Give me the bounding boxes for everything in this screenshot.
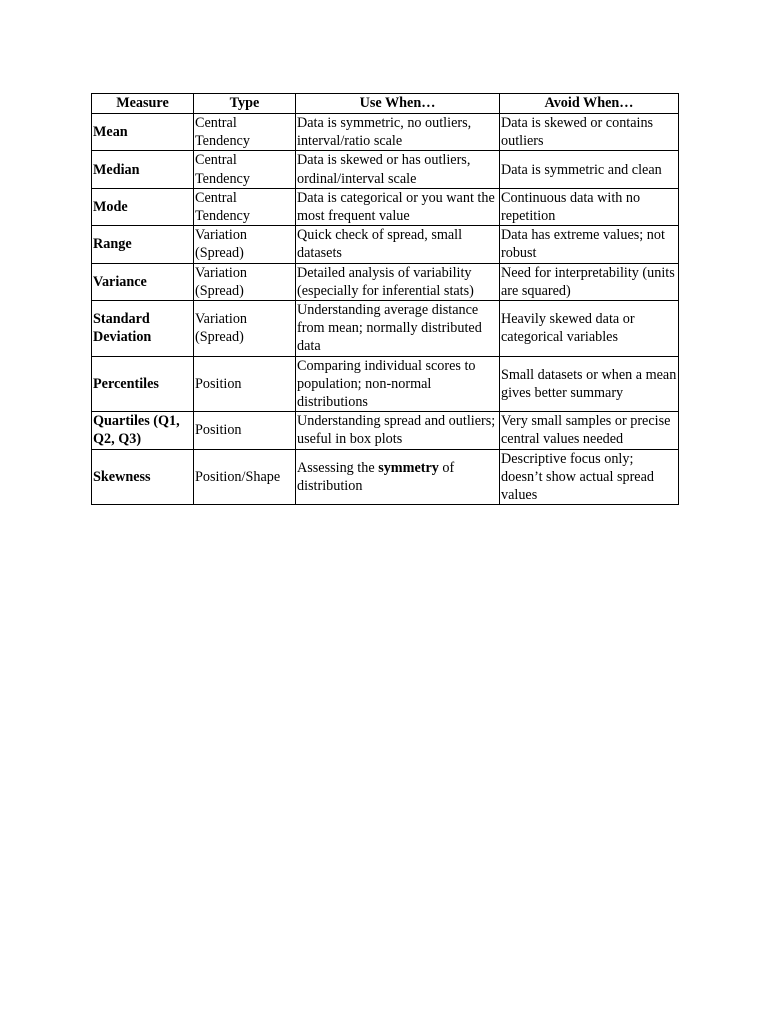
avoid-when-cell: Data has extreme values; not robust (500, 226, 679, 263)
avoid-when-cell: Heavily skewed data or categorical variables (500, 301, 679, 357)
measure-cell: Mode (92, 188, 194, 225)
use-when-cell: Quick check of spread, small datasets (296, 226, 500, 263)
table-header-row (92, 94, 679, 114)
type-cell: Variation (Spread) (194, 263, 296, 300)
use-when-text: Assessing the (297, 459, 379, 476)
table-row (92, 151, 679, 188)
table-row (92, 188, 679, 225)
use-when-cell: Comparing individual scores to population; non-normal distributions (296, 356, 500, 412)
use-when-cell: Data is symmetric, no outliers, interval/ratio scale (296, 114, 500, 151)
use-when-text: of distribution (297, 459, 455, 494)
avoid-when-cell: Very small samples or precise central values needed (500, 412, 679, 449)
table-row (92, 226, 679, 263)
measure-cell: Range (92, 226, 194, 263)
header-measure: Measure (92, 94, 194, 114)
use-when-cell: Detailed analysis of variability (especially for inferential stats) (296, 263, 500, 300)
header-type: Type (194, 94, 296, 114)
type-cell: Central Tendency (194, 151, 296, 188)
measure-cell: Percentiles (92, 356, 194, 412)
table-row (92, 449, 679, 505)
use-when-cell: Understanding spread and outliers; useful in box plots (296, 412, 500, 449)
type-cell: Central Tendency (194, 188, 296, 225)
type-cell: Position (194, 412, 296, 449)
avoid-when-cell: Data is symmetric and clean (500, 151, 679, 188)
type-cell: Variation (Spread) (194, 226, 296, 263)
statistics-measures-table (91, 93, 679, 505)
measure-cell: Skewness (92, 449, 194, 505)
measure-cell: Quartiles (Q1, Q2, Q3) (92, 412, 194, 449)
use-when-emphasis: symmetry (378, 459, 439, 476)
type-cell: Position/Shape (194, 449, 296, 505)
avoid-when-cell: Descriptive focus only; doesn’t show actual spread values (500, 449, 679, 505)
type-cell: Central Tendency (194, 114, 296, 151)
use-when-cell: Data is categorical or you want the most frequent value (296, 188, 500, 225)
use-when-cell (296, 449, 500, 505)
avoid-when-cell: Need for interpretability (units are squared) (500, 263, 679, 300)
table-row (92, 114, 679, 151)
type-cell: Position (194, 356, 296, 412)
header-avoid-when: Avoid When… (500, 94, 679, 114)
avoid-when-cell: Small datasets or when a mean gives better summary (500, 356, 679, 412)
use-when-cell: Understanding average distance from mean; normally distributed data (296, 301, 500, 357)
table-row (92, 301, 679, 357)
table-row (92, 356, 679, 412)
measure-cell: Mean (92, 114, 194, 151)
measure-cell: Variance (92, 263, 194, 300)
header-use-when: Use When… (296, 94, 500, 114)
avoid-when-cell: Continuous data with no repetition (500, 188, 679, 225)
use-when-cell: Data is skewed or has outliers, ordinal/interval scale (296, 151, 500, 188)
table-row (92, 412, 679, 449)
table-row (92, 263, 679, 300)
measure-cell: Standard Deviation (92, 301, 194, 357)
avoid-when-cell: Data is skewed or contains outliers (500, 114, 679, 151)
measure-cell: Median (92, 151, 194, 188)
type-cell: Variation (Spread) (194, 301, 296, 357)
